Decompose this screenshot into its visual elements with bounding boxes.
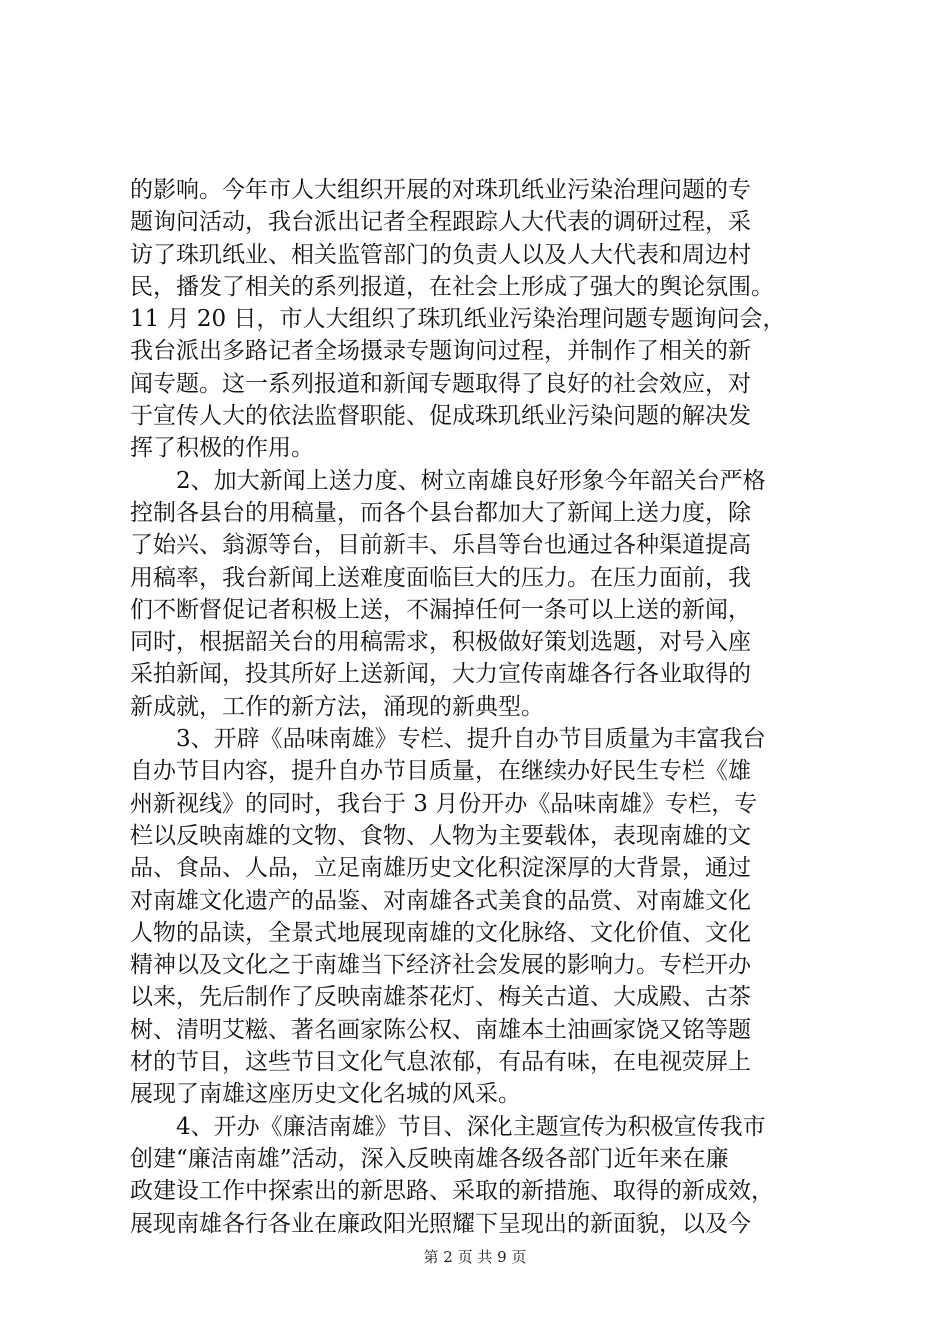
text-line: 自办节目内容，提升自办节目质量，在继续办好民生专栏《雄 — [130, 758, 751, 785]
text-line: 2、加大新闻上送力度、树立南雄良好形象今年韶关台严格 — [130, 467, 766, 494]
text-line: 控制各县台的用稿量，而各个县台都加大了新闻上送力度，除 — [130, 499, 751, 526]
text-line: 州新视线》的同时，我台于 3 月份开办《品味南雄》专栏，专 — [130, 790, 758, 817]
text-line: 展现了南雄这座历史文化名城的风采。 — [130, 1081, 521, 1108]
text-line: 展现南雄各行各业在廉政阳光照耀下呈现出的新面貌，以及今 — [130, 1210, 751, 1237]
text-line: 对南雄文化遗产的品鉴、对南雄各式美食的品赏、对南雄文化 — [130, 887, 751, 914]
text-line: 我台派出多路记者全场摄录专题询问过程，并制作了相关的新 — [130, 338, 751, 365]
text-line: 闻专题。这一系列报道和新闻专题取得了良好的社会效应，对 — [130, 370, 751, 397]
text-line: 们不断督促记者积极上送，不漏掉任何一条可以上送的新闻， — [130, 596, 751, 623]
text-line: 11 月 20 日，市人大组织了珠玑纸业污染治理问题专题询问会， — [130, 306, 786, 333]
text-line: 民，播发了相关的系列报道，在社会上形成了强大的舆论氛围。 — [130, 273, 774, 300]
text-line: 采拍新闻，投其所好上送新闻，大力宣传南雄各行各业取得的 — [130, 661, 751, 688]
text-line: 挥了积极的作用。 — [130, 435, 314, 462]
text-line: 4、开办《廉洁南雄》节目、深化主题宣传为积极宣传我市 — [130, 1113, 766, 1140]
text-line: 创建“廉洁南雄”活动，深入反映南雄各级各部门近年来在廉 — [130, 1145, 729, 1172]
text-line: 的影响。今年市人大组织开展的对珠玑纸业污染治理问题的专 — [130, 177, 751, 203]
text-line: 于宣传人大的依法监督职能、促成珠玑纸业污染问题的解决发 — [130, 403, 751, 430]
text-line: 精神以及文化之于南雄当下经济社会发展的影响力。专栏开办 — [130, 952, 751, 979]
text-line: 品、食品、人品，立足南雄历史文化积淀深厚的大背景，通过 — [130, 855, 751, 882]
text-line: 访了珠玑纸业、相关监管部门的负责人以及人大代表和周边村 — [130, 241, 751, 268]
text-line: 材的节目，这些节目文化气息浓郁，有品有味，在电视荧屏上 — [130, 1049, 751, 1076]
text-line: 了始兴、翁源等台，目前新丰、乐昌等台也通过各种渠道提高 — [130, 532, 751, 559]
text-line: 3、开辟《品味南雄》专栏、提升自办节目质量为丰富我台 — [130, 726, 766, 753]
text-line: 用稿率，我台新闻上送难度面临巨大的压力。在压力面前，我 — [130, 564, 751, 591]
text-line: 栏以反映南雄的文物、食物、人物为主要载体，表现南雄的文 — [130, 822, 751, 849]
text-line: 人物的品读，全景式地展现南雄的文化脉络、文化价值、文化 — [130, 919, 751, 946]
text-line: 同时，根据韶关台的用稿需求，积极做好策划选题，对号入座 — [130, 629, 751, 656]
text-line: 以来，先后制作了反映南雄茶花灯、梅关古道、大成殿、古茶 — [130, 984, 751, 1011]
page-footer: 第 2 页 共 9 页 — [423, 1248, 527, 1266]
text-line: 政建设工作中探索出的新思路、采取的新措施、取得的新成效， — [130, 1178, 774, 1205]
body-text — [130, 174, 842, 1240]
text-line: 新成就，工作的新方法，涌现的新典型。 — [130, 693, 544, 720]
text-line: 题询问活动，我台派出记者全程跟踪人大代表的调研过程，采 — [130, 209, 751, 236]
text-line: 树、清明艾糍、著名画家陈公权、南雄本土油画家饶又铭等题 — [130, 1016, 751, 1043]
